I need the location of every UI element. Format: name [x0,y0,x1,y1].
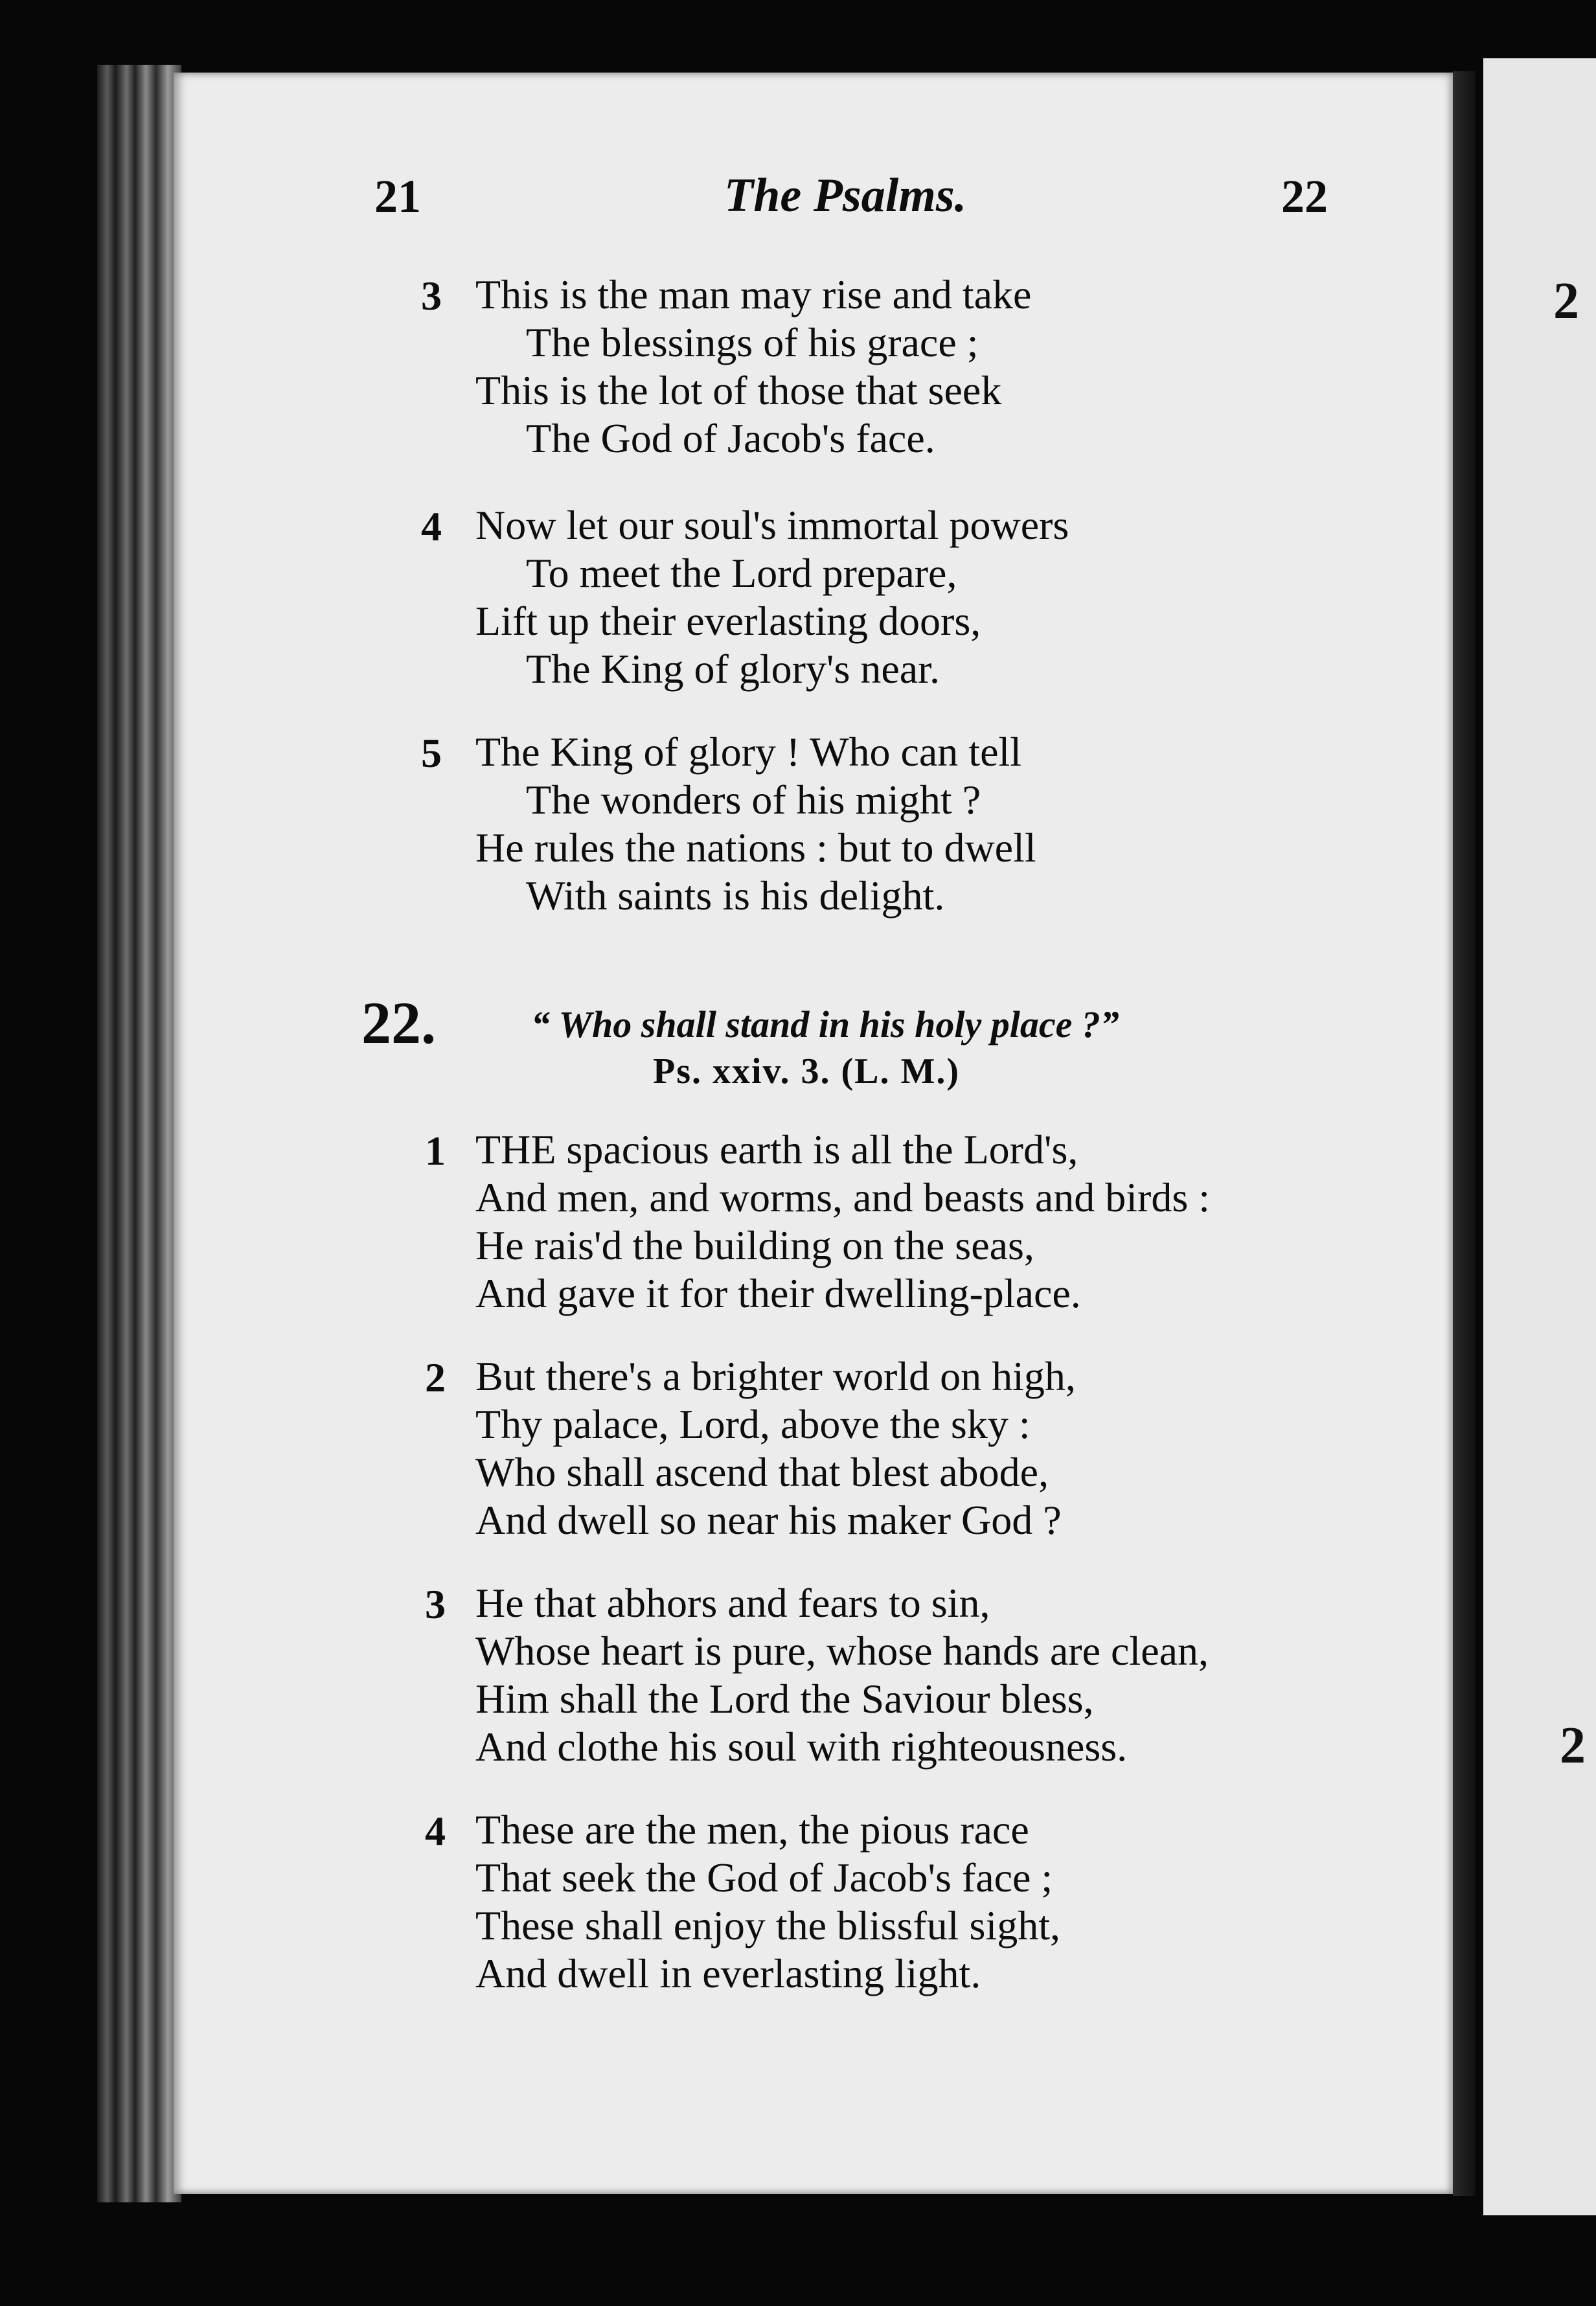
verse-line: The King of glory ! Who can tell [475,729,1022,775]
verse-number: 3 [421,273,442,319]
verse-line: With saints is his delight. [526,873,945,919]
verse-line: The King of glory's near. [526,646,940,692]
verse-line: And gave it for their dwelling-place. [475,1270,1081,1316]
verse-line: And dwell in everlasting light. [475,1950,981,1996]
verse-line: The wonders of his might ? [526,777,981,823]
verse-line: And dwell so near his maker God ? [475,1497,1062,1543]
psalm-epigraph: “ Who shall stand in his holy place ?” [531,1003,1119,1045]
verse-line: He that abhors and fears to sin, [475,1580,990,1626]
verse-line: THE spacious earth is all the Lord's, [475,1126,1078,1172]
verse-number: 3 [425,1581,446,1627]
book-binding [97,65,181,2202]
verse-number: 1 [425,1128,446,1174]
adjacent-page-edge [1483,58,1596,2215]
psalm-number: 22. [361,990,436,1056]
adjacent-page-fragment: 2 [1553,273,1579,330]
verse-block [475,271,1031,462]
verse-block [475,1126,1210,1318]
psalm-reference: Ps. xxiv. 3. (L. M.) [653,1051,960,1091]
verse-block [475,501,1069,693]
book-page [174,73,1453,2194]
verse-line: These are the men, the pious race [475,1807,1029,1853]
verse-line: This is the lot of those that seek [475,367,1002,413]
left-page-number: 21 [374,170,421,222]
verse-line: But there's a brighter world on high, [475,1353,1076,1399]
page-gutter [1453,71,1476,2196]
verse-line: The God of Jacob's face. [526,415,935,461]
verse-block [475,728,1036,920]
verse-line: Thy palace, Lord, above the sky : [475,1401,1031,1447]
verse-line: He rules the nations : but to dwell [475,825,1036,871]
verse-number: 4 [425,1808,446,1854]
verse-block [475,1579,1209,1771]
verse-number: 5 [421,730,442,776]
verse-line: These shall enjoy the blissful sight, [475,1902,1060,1948]
verse-line: He rais'd the building on the seas, [475,1222,1034,1268]
verse-number: 2 [425,1354,446,1400]
verse-block [475,1806,1060,1998]
verse-line: Now let our soul's immortal powers [475,502,1069,548]
verse-line: That seek the God of Jacob's face ; [475,1855,1053,1901]
verse-line: This is the man may rise and take [475,271,1032,317]
verse-line: Him shall the Lord the Saviour bless, [475,1676,1094,1722]
verse-block [475,1353,1076,1544]
verse-number: 4 [421,503,442,549]
running-title: The Psalms. [724,169,967,222]
verse-line: Whose heart is pure, whose hands are clean, [475,1628,1209,1674]
verse-line: The blessings of his grace ; [526,319,979,365]
adjacent-page-fragment: 2 [1560,1717,1586,1774]
verse-line: To meet the Lord prepare, [526,550,957,596]
verse-line: Lift up their everlasting doors, [475,598,981,644]
verse-line: And men, and worms, and beasts and birds : [475,1174,1211,1220]
verse-line: Who shall ascend that blest abode, [475,1449,1049,1495]
right-page-number: 22 [1281,170,1328,222]
verse-line: And clothe his soul with righteousness. [475,1724,1128,1770]
